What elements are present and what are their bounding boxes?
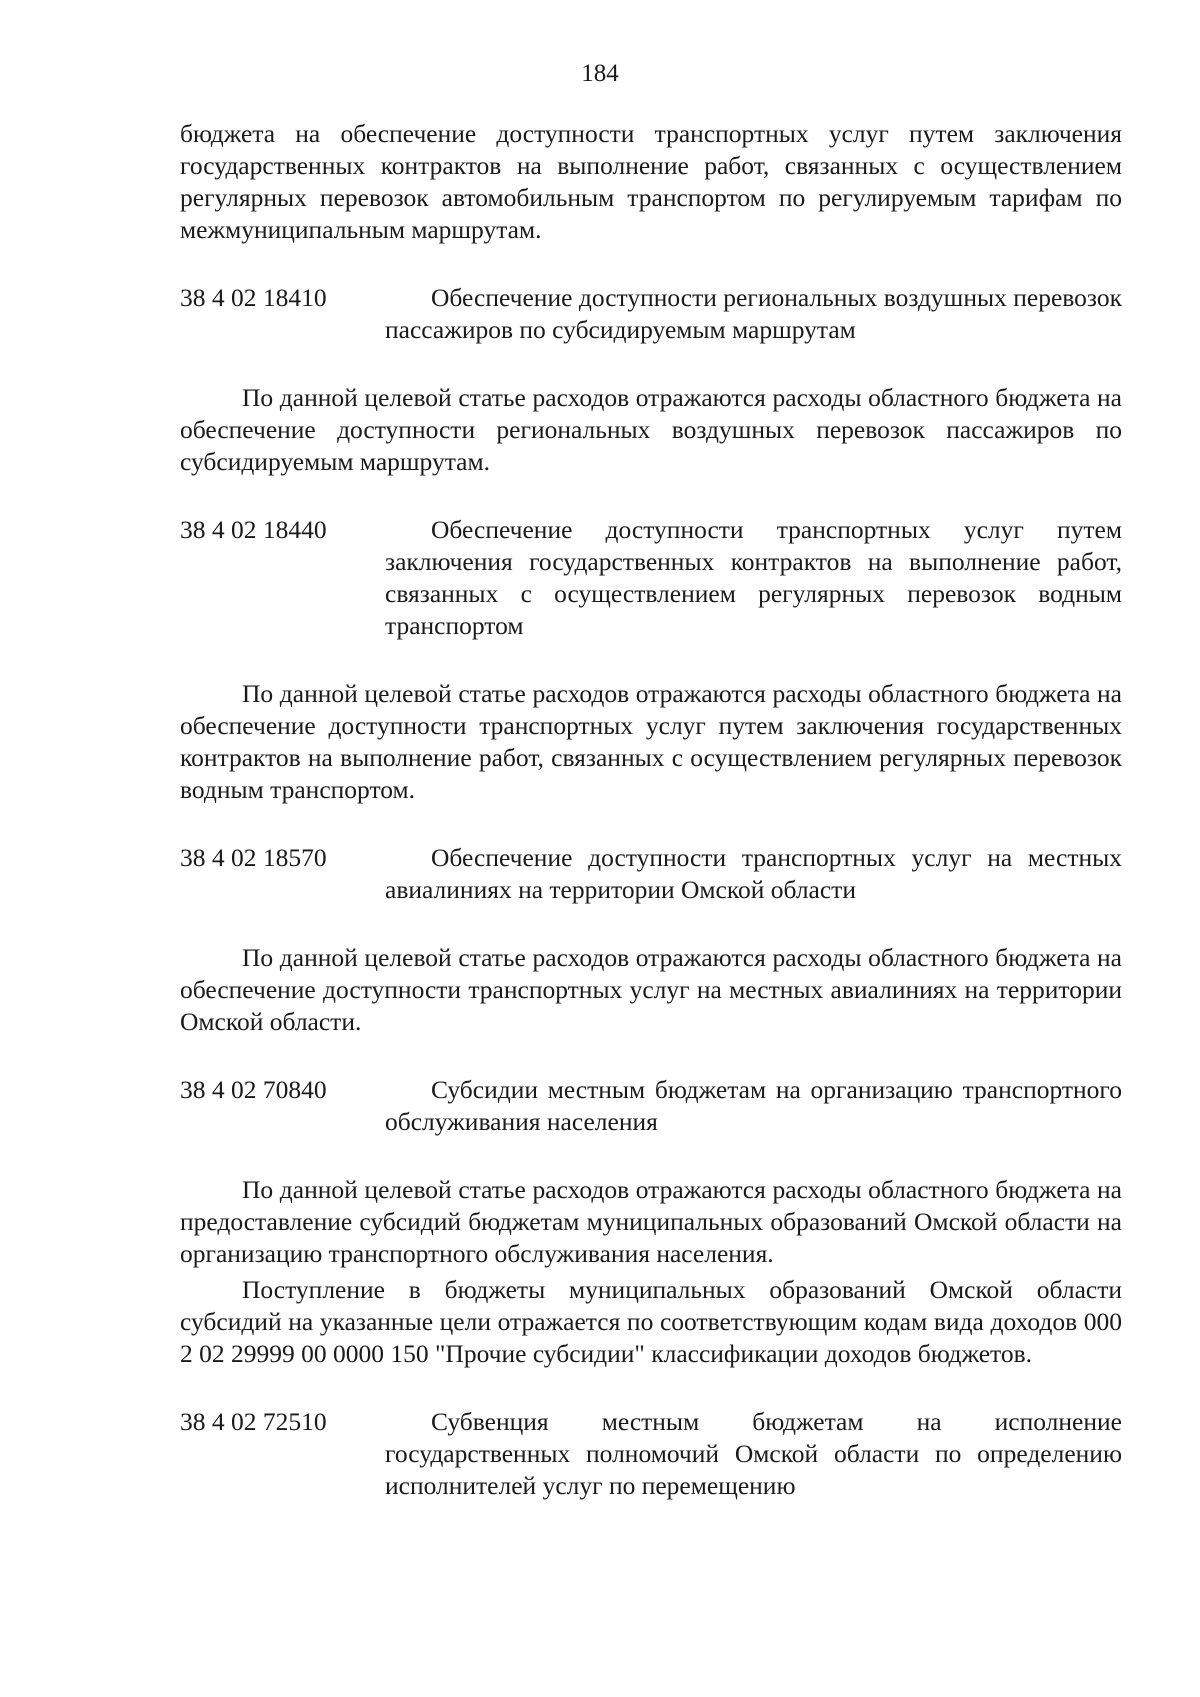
entry-code: 38 4 02 18570 [180,843,327,872]
entry-description: По данной целевой статье расходов отражаются расходы областного бюджета на обеспечение доступности транспортных услуг на местных авиалиниях на территории Омской области. [180,943,1122,1036]
budget-entry-18410 [180,282,1122,346]
entry-title: Обеспечение доступности региональных воздушных перевозок пассажиров по субсидируемым маршрутам [385,283,1122,344]
budget-entry-18570 [180,842,1122,906]
entry-code: 38 4 02 18440 [180,515,327,544]
entry-title: Субвенция местным бюджетам на исполнение государственных полномочий Омской области по определению исполнителей услуг по перемещению [385,1407,1122,1500]
entry-description-receipts: Поступление в бюджеты муниципальных образований Омской области субсидий на указанные цели отражается по соответствующим кодам вида доходов 000 2 02 29999 00 0000 150 "Прочие субсидии" классификации доходов бюджетов. [180,1275,1122,1368]
budget-entry-72510 [180,1406,1122,1502]
entry-code: 38 4 02 18410 [180,283,327,312]
entry-description: По данной целевой статье расходов отражаются расходы областного бюджета на обеспечение доступности региональных воздушных перевозок пассажиров по субсидируемым маршрутам. [180,383,1122,476]
entry-code: 38 4 02 72510 [180,1407,327,1436]
entry-title: Обеспечение доступности транспортных услуг путем заключения государственных контрактов на выполнение работ, связанных с осуществлением регулярных перевозок водным транспортом [385,515,1122,640]
entry-description: По данной целевой статье расходов отражаются расходы областного бюджета на обеспечение доступности транспортных услуг путем заключения государственных контрактов на выполнение работ, связанных с осуществлением регулярных перевозок водным транспортом. [180,679,1122,804]
entry-title: Субсидии местным бюджетам на организацию транспортного обслуживания населения [385,1075,1122,1136]
entry-title: Обеспечение доступности транспортных услуг на местных авиалиниях на территории Омской области [385,843,1122,904]
budget-entry-70840 [180,1074,1122,1138]
continuation-paragraph: бюджета на обеспечение доступности транспортных услуг путем заключения государственных контрактов на выполнение работ, связанных с осуществлением регулярных перевозок автомобильным транспортом по регулируемым тарифам по межмуниципальным маршрутам. [180,119,1122,244]
page-number: 184 [581,60,619,87]
document-body [180,118,1122,1538]
budget-entry-18440 [180,514,1122,642]
entry-description: По данной целевой статье расходов отражаются расходы областного бюджета на предоставление субсидий бюджетам муниципальных образований Омской области на организацию транспортного обслуживания населения. [180,1175,1122,1268]
entry-code: 38 4 02 70840 [180,1075,327,1104]
